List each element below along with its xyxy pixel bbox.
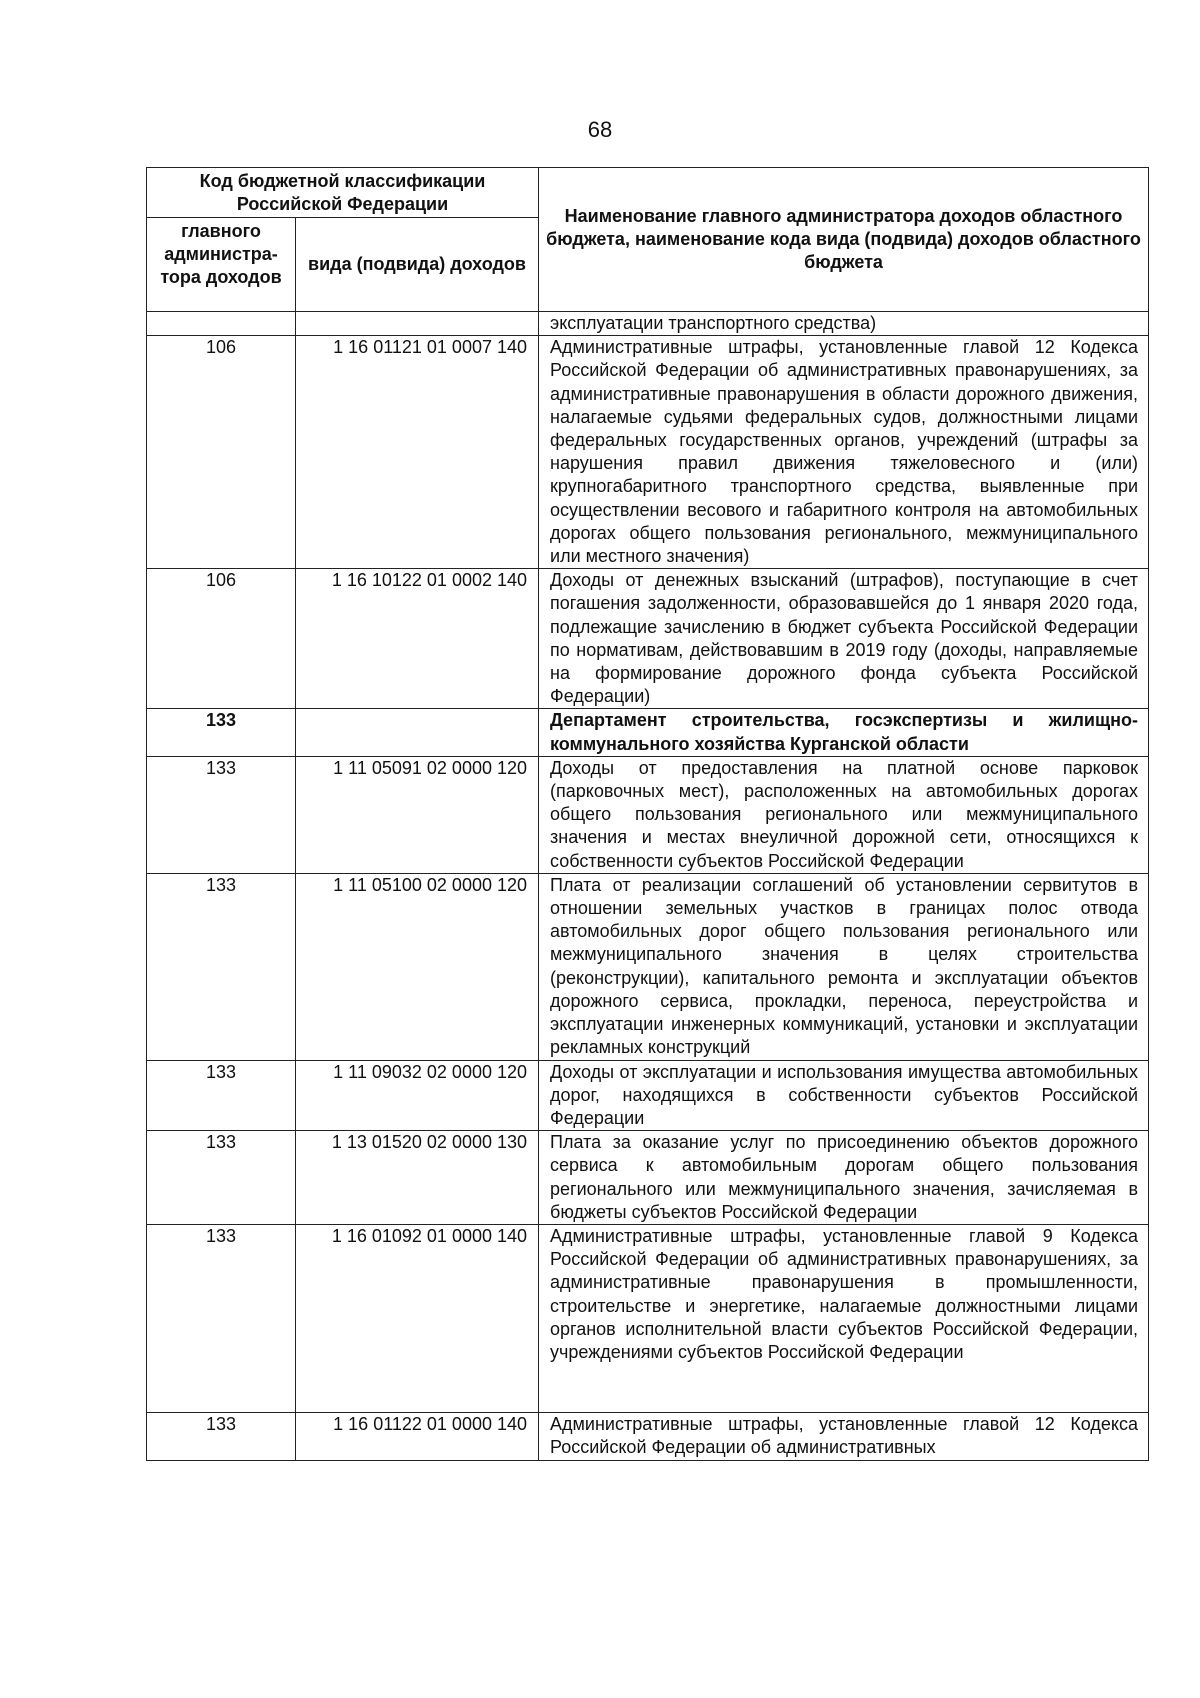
admin-code-cell: 133 (147, 873, 296, 1060)
income-code-cell (296, 312, 539, 336)
income-name-cell: Доходы от предоставления на платной основе парковок (парковочных мест), расположенных на автомобильных дорогах общего пользования регионального или межмуниципального значения и местах внеуличной дорожной сети, относящихся к собственности субъектов Российской Федерации (539, 756, 1149, 873)
admin-code-cell: 133 (147, 1413, 296, 1460)
header-type-column: вида (подвида) доходов (296, 218, 539, 312)
table-row (147, 336, 1149, 569)
income-code-cell: 1 11 05100 02 0000 120 (296, 873, 539, 1060)
income-name-cell: эксплуатации транспортного средства) (539, 312, 1149, 336)
admin-code-cell (147, 312, 296, 336)
admin-code-cell: 133 (147, 756, 296, 873)
header-name-column: Наименование главного администратора доходов областного бюджета, наименование кода вида (подвида) доходов областного бюджета (539, 168, 1149, 312)
admin-code-cell: 106 (147, 336, 296, 569)
income-name-cell: Административные штрафы, установленные главой 9 Кодекса Российской Федерации об административных правонарушениях, за административные правонарушения в промышленности, строительстве и энергетике, налагаемые должностными лицами органов исполнительной власти субъектов Российской Федерации, учреждениями субъектов Российской Федерации (539, 1224, 1149, 1412)
income-name-cell: Доходы от эксплуатации и использования имущества автомобильных дорог, находящихся в собственности субъектов Российской Федерации (539, 1060, 1149, 1131)
income-code-cell: 1 11 09032 02 0000 120 (296, 1060, 539, 1131)
income-name-cell: Плата от реализации соглашений об установлении сервитутов в отношении земельных участков в границах полос отвода автомобильных дорог общего пользования регионального или межмуниципального значения в целях строительства (реконструкции), капитального ремонта и эксплуатации объектов дорожного сервиса, прокладки, переноса, переустройства и эксплуатации инженерных коммуникаций, установки и эксплуатации рекламных конструкций (539, 873, 1149, 1060)
income-code-cell: 1 16 01092 01 0000 140 (296, 1224, 539, 1412)
admin-code-cell: 133 (147, 709, 296, 756)
budget-classification-table (146, 167, 1149, 1461)
admin-code-cell: 133 (147, 1224, 296, 1412)
department-row (147, 709, 1149, 756)
income-name-cell: Плата за оказание услуг по присоединению объектов дорожного сервиса к автомобильным дорогам общего пользования регионального или межмуниципального значения, зачисляемая в бюджеты субъектов Российской Федерации (539, 1131, 1149, 1225)
table-row (147, 756, 1149, 873)
header-budget-code-group: Код бюджетной классификации Российской Федерации (147, 168, 539, 218)
income-name-cell: Административные штрафы, установленные главой 12 Кодекса Российской Федерации об административных правонарушениях, за административные правонарушения в области дорожного движения, налагаемые судьями федеральных судов, должностными лицами федеральных государственных органов, учреждений (штрафы за нарушения правил движения тяжеловесного и (или) крупногабаритного транспортного средства, выявленные при осуществлении весового и габаритного контроля на автомобильных дорогах общего пользования регионального, межмуниципального или местного значения) (539, 336, 1149, 569)
admin-code-cell: 133 (147, 1131, 296, 1225)
admin-code-cell: 106 (147, 569, 296, 709)
income-code-cell: 1 11 05091 02 0000 120 (296, 756, 539, 873)
department-name-cell: Департамент строительства, госэкспертизы и жилищно-коммунального хозяйства Курганской области (539, 709, 1149, 756)
income-name-cell: Доходы от денежных взысканий (штрафов), поступающие в счет погашения задолженности, образовавшейся до 1 января 2020 года, подлежащие зачислению в бюджет субъекта Российской Федерации по нормативам, действовавшим в 2019 году (доходы, направляемые на формирование дорожного фонда субъекта Российской Федерации) (539, 569, 1149, 709)
income-code-cell: 1 16 10122 01 0002 140 (296, 569, 539, 709)
header-admin-column: главного администра-тора доходов (147, 218, 296, 312)
table-row (147, 1413, 1149, 1460)
table-row (147, 1060, 1149, 1131)
page-number: 68 (587, 117, 613, 142)
table-row (147, 569, 1149, 709)
income-code-cell (296, 709, 539, 756)
table-row (147, 312, 1149, 336)
income-code-cell: 1 16 01122 01 0000 140 (296, 1413, 539, 1460)
income-code-cell: 1 16 01121 01 0007 140 (296, 336, 539, 569)
income-code-cell: 1 13 01520 02 0000 130 (296, 1131, 539, 1225)
table-row (147, 1131, 1149, 1225)
income-name-cell: Административные штрафы, установленные главой 12 Кодекса Российской Федерации об административных (539, 1413, 1149, 1460)
table-row (147, 1224, 1149, 1412)
table-row (147, 873, 1149, 1060)
admin-code-cell: 133 (147, 1060, 296, 1131)
